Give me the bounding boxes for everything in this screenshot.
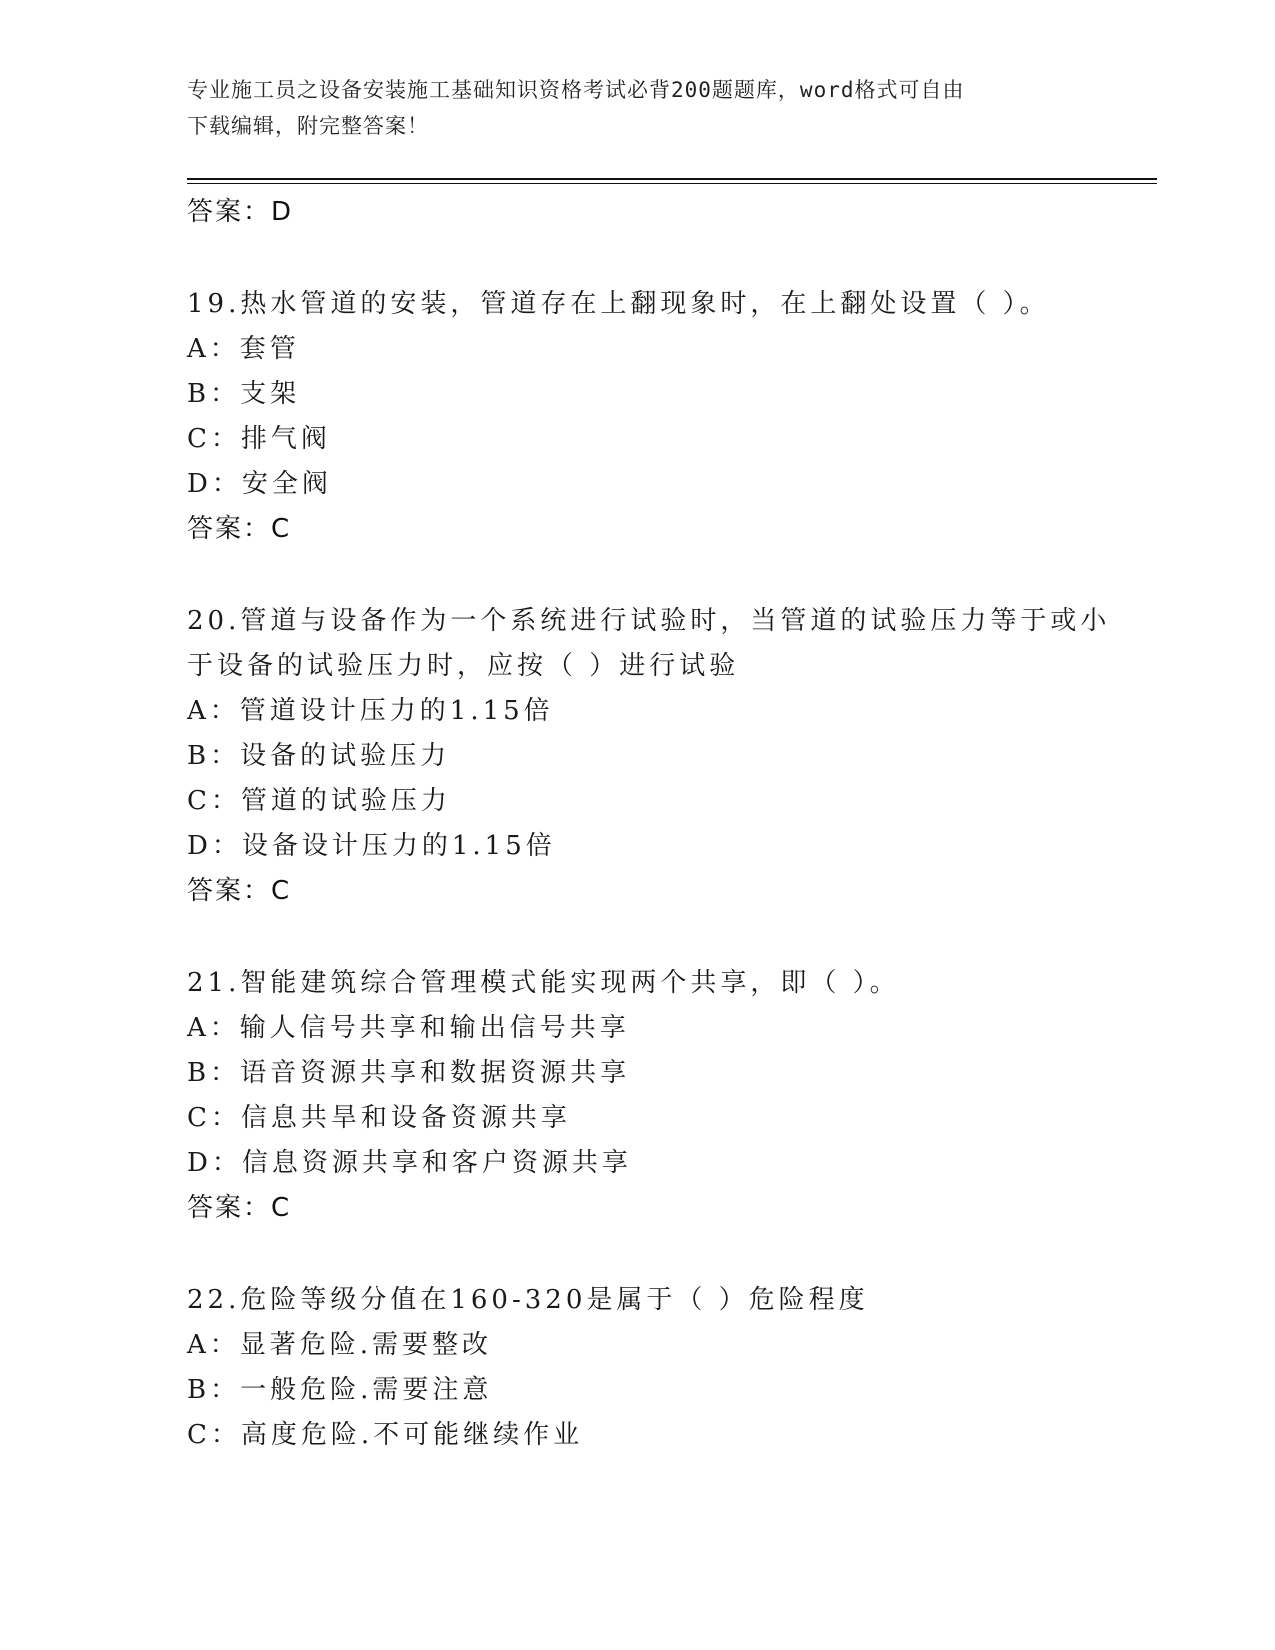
option-d: D：安全阀 <box>187 469 332 499</box>
option-b: B：一般危险.需要注意 <box>187 1375 493 1405</box>
spacer <box>187 235 1087 282</box>
header-line-2: 下载编辑，附完整答案！ <box>187 114 429 138</box>
option-a: A：管道设计压力的1.15倍 <box>187 696 554 726</box>
document-body <box>187 190 1111 1458</box>
option-a: A：套管 <box>187 334 300 364</box>
question-stem: 20.管道与设备作为一个系统进行试验时，当管道的试验压力等于或小 <box>187 606 1111 636</box>
document-header <box>187 72 1067 144</box>
question-stem: 22.危险等级分值在160-320是属于（ ）危险程度 <box>187 1285 869 1315</box>
question-block <box>187 282 1087 552</box>
option-b: B：设备的试验压力 <box>187 741 451 771</box>
answer-line: 答案：C <box>187 1193 292 1223</box>
option-c: C：信息共旱和设备资源共享 <box>187 1103 571 1133</box>
option-c: C：排气阀 <box>187 424 331 454</box>
option-c: C：管道的试验压力 <box>187 786 451 816</box>
answer-line: 答案：D <box>187 197 294 227</box>
header-divider-thin <box>187 183 1157 184</box>
option-a: A：显著危险.需要整改 <box>187 1330 493 1360</box>
spacer <box>187 552 1087 599</box>
option-c: C：高度危险.不可能继续作业 <box>187 1420 584 1450</box>
header-divider-thick <box>187 178 1157 180</box>
question-stem: 21.智能建筑综合管理模式能实现两个共享，即（ ）。 <box>187 968 900 998</box>
question-stem: 19.热水管道的安装，管道存在上翻现象时，在上翻处设置（ ）。 <box>187 289 1050 319</box>
option-a: A：输人信号共享和输出信号共享 <box>187 1013 630 1043</box>
spacer <box>187 1231 1087 1278</box>
option-b: B：语音资源共享和数据资源共享 <box>187 1058 631 1088</box>
option-b: B：支架 <box>187 379 301 409</box>
question-block <box>187 961 1087 1231</box>
answer-line: 答案：C <box>187 876 292 906</box>
header-line-1: 专业施工员之设备安装施工基础知识资格考试必背200题题库，word格式可自由 <box>187 78 965 102</box>
option-d: D：设备设计压力的1.15倍 <box>187 831 556 861</box>
question-block <box>187 599 1111 914</box>
option-d: D：信息资源共享和客户资源共享 <box>187 1148 632 1178</box>
question-stem-continued: 于设备的试验压力时，应按（ ）进行试验 <box>187 651 740 681</box>
answer-line: 答案：C <box>187 514 292 544</box>
spacer <box>187 914 1087 961</box>
question-block <box>187 1278 1087 1458</box>
